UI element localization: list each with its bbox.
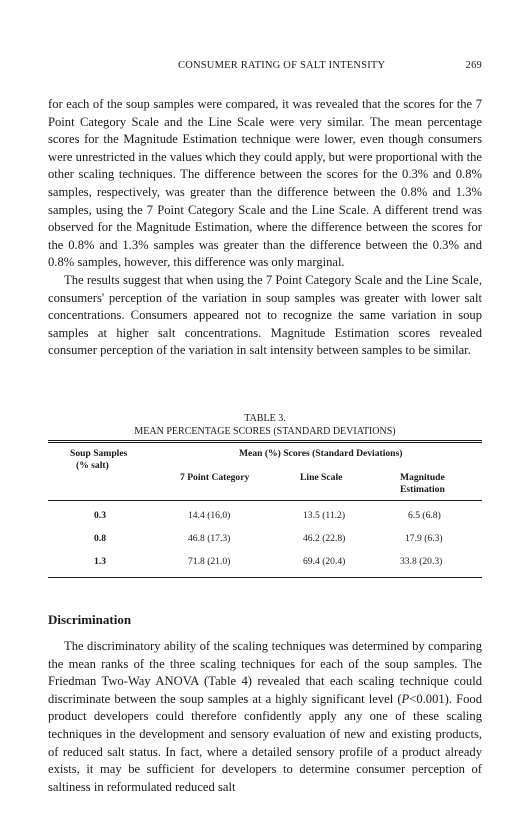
col-header-line: Line Scale (300, 472, 343, 483)
stub-header: Soup Samples (70, 448, 128, 459)
col-header-magnitude: Magnitude (400, 472, 445, 483)
paragraph-text-start: The discriminatory ability of the scaling techniques was determined by comparing the mean ranks of the three scaling techniques for each of the soup samples. The Friedman Two-Way ANOVA (Table 4) revealed that each scaling technique could discriminate between the soup samples at a highly significant level ( (48, 639, 482, 706)
stub-header-unit: (% salt) (76, 460, 109, 471)
table-bottom-rule (48, 577, 482, 578)
cell-magnitude: 33.8 (20.3) (400, 556, 443, 567)
cell-line: 46.2 (22.8) (303, 533, 346, 544)
cell-line: 13.5 (11.2) (303, 510, 346, 521)
page-number: 269 (465, 60, 482, 71)
section-heading: Discrimination (48, 612, 132, 627)
paragraph-text-end: <0.001). Food product developers could therefore confidently apply any one of these scaling techniques in the development and sensory evaluation of new and existing products, of reduced salt status. In fact, where a detailed sensory profile of a product already exists, it may be sufficient for developers to determine consumer perception of saltiness in reformulated reduced salt (48, 691, 482, 794)
table-caption: MEAN PERCENTAGE SCORES (STANDARD DEVIATIONS) (134, 426, 396, 437)
running-title: CONSUMER RATING OF SALT INTENSITY (178, 60, 386, 71)
body-paragraph-2: The results suggest that when using the 7 Point Category Scale and the Line Scale, consumers' perception of the variation in soup samples was greater with lower salt concentrations. Consumers appeared not to recognize the same variation in soup samples at higher salt concentrations. Magnitude Estimation scores revealed consumer perception of the variation in salt intensity between samples to be similar. (48, 273, 482, 358)
body-paragraph-3 (48, 638, 482, 796)
cell-line: 69.4 (20.4) (303, 556, 346, 567)
col-header-category: 7 Point Category (180, 472, 250, 483)
row-sample: 0.8 (94, 533, 106, 544)
cell-category: 46.8 (17.3) (188, 533, 231, 544)
cell-category: 71.8 (21.0) (188, 556, 231, 567)
table-header-rule (48, 500, 482, 501)
spanner-header: Mean (%) Scores (Standard Deviations) (239, 448, 403, 459)
cell-magnitude: 17.9 (6.3) (405, 533, 443, 544)
p-value-symbol: P (401, 691, 410, 706)
table-top-rule (48, 440, 482, 443)
cell-magnitude: 6.5 (6.8) (408, 510, 441, 521)
row-sample: 0.3 (94, 510, 106, 521)
cell-category: 14.4 (16.0) (188, 510, 231, 521)
row-sample: 1.3 (94, 556, 106, 567)
col-header-estimation: Estimation (400, 484, 445, 495)
body-paragraph-1: for each of the soup samples were compared, it was revealed that the scores for the 7 Point Category Scale and the Line Scale were very similar. The mean percentage scores for the Magnitude Estimation technique were lower, even though consumers were unrestricted in the values which they could apply, but were proportional with the other scaling techniques. The difference between the scores for the 0.3% and 0.8% samples, respectively, was greater than the difference between the 0.8% and 1.3% samples, using the 7 Point Category Scale and the Line Scale. A different trend was observed for the Magnitude Estimation, where the difference between the scores for the 0.8% and 1.3% samples was greater than the difference between the 0.3% and 0.8% samples, however, this difference was only marginal. (48, 97, 482, 270)
table-number: TABLE 3. (244, 413, 286, 424)
